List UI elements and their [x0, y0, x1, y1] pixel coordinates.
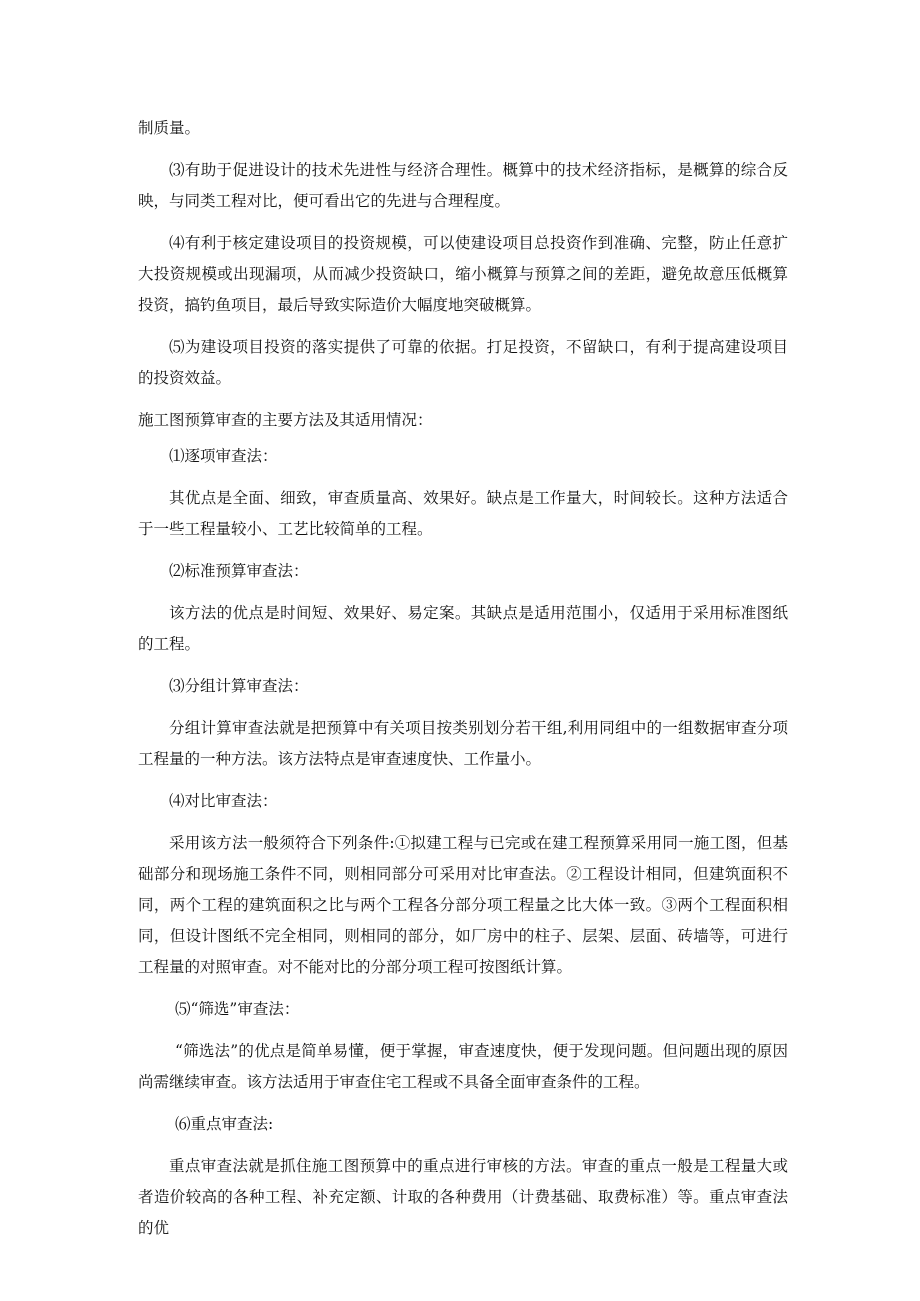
method-heading-3: ⑶分组计算审查法： — [169, 677, 309, 695]
method-heading-4: ⑷对比审查法： — [169, 792, 278, 810]
method-body-5: “筛选法”的优点是简单易懂，便于掌握，审查速度快，便于发现问题。但问题出现的原因尚需继续审查。该方法适用于审查住宅工程或不具备全面审查条件的工程。 — [138, 1042, 788, 1091]
method-body-4: 采用该方法一般须符合下列条件:①拟建工程与已完或在建工程预算采用同一施工图，但基础部分和现场施工条件不同，则相同部分可采用对比审查法。②工程设计相同，但建筑面积不同，两个工程的建筑面积之比与两个工程各分部分项工程量之比大体一致。③两个工程面积相同，但设计图纸不完全相同，则相同的部分，如厂房中的柱子、层架、层面、砖墙等，可进行工程量的对照审查。对不能对比的分部分项工程可按图纸计算。 — [138, 834, 788, 976]
method-body-1: 其优点是全面、细致，审查质量高、效果好。缺点是工作量大，时间较长。这种方法适合于一些工程量较小、工艺比较简单的工程。 — [138, 489, 788, 538]
method-heading-2: ⑵标准预算审查法： — [169, 562, 309, 580]
paragraph-continuation: 制质量。 — [138, 119, 201, 137]
section-heading: 施工图预算审查的主要方法及其适用情况： — [138, 411, 433, 429]
method-heading-6: ⑹重点审查法: — [175, 1115, 274, 1133]
document-body — [138, 113, 788, 1255]
method-heading-1: ⑴逐项审查法： — [169, 447, 278, 465]
method-body-6: 重点审查法就是抓住施工图预算中的重点进行审核的方法。审查的重点一般是工程量大或者造价较高的各种工程、补充定额、计取的各种费用（计费基础、取费标准）等。重点审查法的优 — [138, 1157, 788, 1237]
method-heading-5: ⑸“筛选”审查法： — [175, 1000, 300, 1018]
paragraph-item-4: ⑷有利于核定建设项目的投资规模，可以使建设项目总投资作到准确、完整，防止任意扩大投资规模或出现漏项，从而减少投资缺口，缩小概算与预算之间的差距，避免故意压低概算投资，搞钓鱼项目，最后导致实际造价大幅度地突破概算。 — [138, 234, 788, 314]
paragraph-item-3: ⑶有助于促进设计的技术先进性与经济合理性。概算中的技术经济指标，是概算的综合反映，与同类工程对比，便可看出它的先进与合理程度。 — [138, 161, 788, 210]
method-body-3: 分组计算审查法就是把预算中有关项目按类别划分若干组,利用同组中的一组数据审查分项工程量的一种方法。该方法特点是审查速度快、工作量小。 — [138, 719, 788, 768]
method-body-2: 该方法的优点是时间短、效果好、易定案。其缺点是适用范围小，仅适用于采用标准图纸的工程。 — [138, 604, 788, 653]
paragraph-item-5: ⑸为建设项目投资的落实提供了可靠的依据。打足投资，不留缺口，有利于提高建设项目的投资效益。 — [138, 338, 788, 387]
